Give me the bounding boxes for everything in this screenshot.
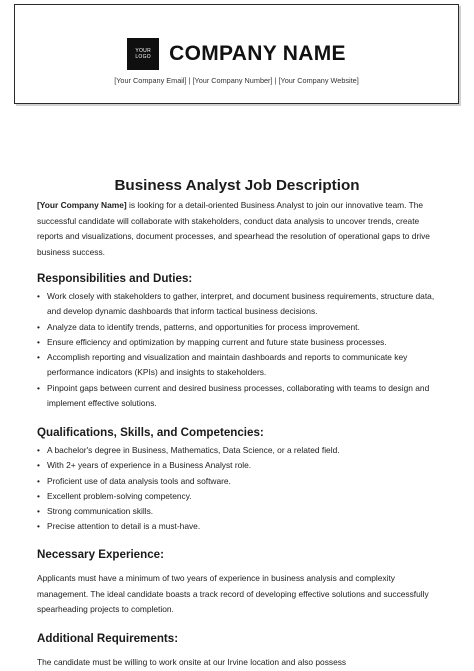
experience-heading: Necessary Experience:: [37, 548, 164, 561]
list-item: • Excellent problem-solving competency.: [37, 489, 447, 504]
responsibilities-heading: Responsibilities and Duties:: [37, 272, 193, 285]
brand-row: [15, 36, 458, 72]
intro-text: is looking for a detail-oriented Business Analyst to join our innovative team. The successful candidate will collaborate with stakeholders, conduct data analysis to uncover trends, create reports and visualizations, document processes, and spearhead the resolution of operational gaps to drive business success.: [37, 200, 430, 257]
list-item: • Analyze data to identify trends, patterns, and opportunities for process improvement.: [37, 320, 447, 335]
logo-text-line2: LOGO: [135, 54, 151, 60]
company-name: COMPANY NAME: [169, 42, 346, 65]
list-item: • Work closely with stakeholders to gather, interpret, and document business requirements, structure data, and develop dynamic dashboards that inform tactical business decisions.: [37, 289, 447, 320]
additional-heading: Additional Requirements:: [37, 632, 179, 645]
qualifications-heading: Qualifications, Skills, and Competencies:: [37, 426, 264, 439]
list-item: • Strong communication skills.: [37, 504, 447, 519]
intro-paragraph: [37, 198, 442, 260]
list-item: • Pinpoint gaps between current and desired business processes, collaborating with teams to design and implement effective solutions.: [37, 381, 447, 412]
list-item: • A bachelor's degree in Business, Mathematics, Data Science, or a related field.: [37, 443, 447, 458]
logo-text-line1: YOUR: [135, 48, 151, 54]
company-logo: [127, 38, 159, 70]
list-item: • With 2+ years of experience in a Business Analyst role.: [37, 458, 447, 473]
experience-paragraph: Applicants must have a minimum of two years of experience in business analysis and complexity management. The ideal candidate boasts a track record of developing effective solutions and successfully spearheading projects to completion.: [37, 573, 429, 614]
company-contact-line: [Your Company Email] | [Your Company Number] | [Your Company Website]: [114, 76, 359, 85]
list-item: • Ensure efficiency and optimization by mapping current and future state business processes.: [37, 335, 447, 350]
letterhead: [14, 4, 459, 104]
company-placeholder: [Your Company Name]: [37, 200, 127, 210]
qualifications-list: [37, 443, 447, 535]
document-title: Business Analyst Job Description: [114, 177, 360, 194]
responsibilities-list: [37, 289, 447, 411]
additional-paragraph: The candidate must be willing to work onsite at our Irvine location and also possess: [37, 657, 347, 667]
list-item: • Proficient use of data analysis tools and software.: [37, 474, 447, 489]
list-item: • Accomplish reporting and visualization and maintain dashboards and reports to communicate key performance indicators (KPIs) and insights to stakeholders.: [37, 350, 447, 381]
list-item: • Precise attention to detail is a must-have.: [37, 519, 447, 534]
